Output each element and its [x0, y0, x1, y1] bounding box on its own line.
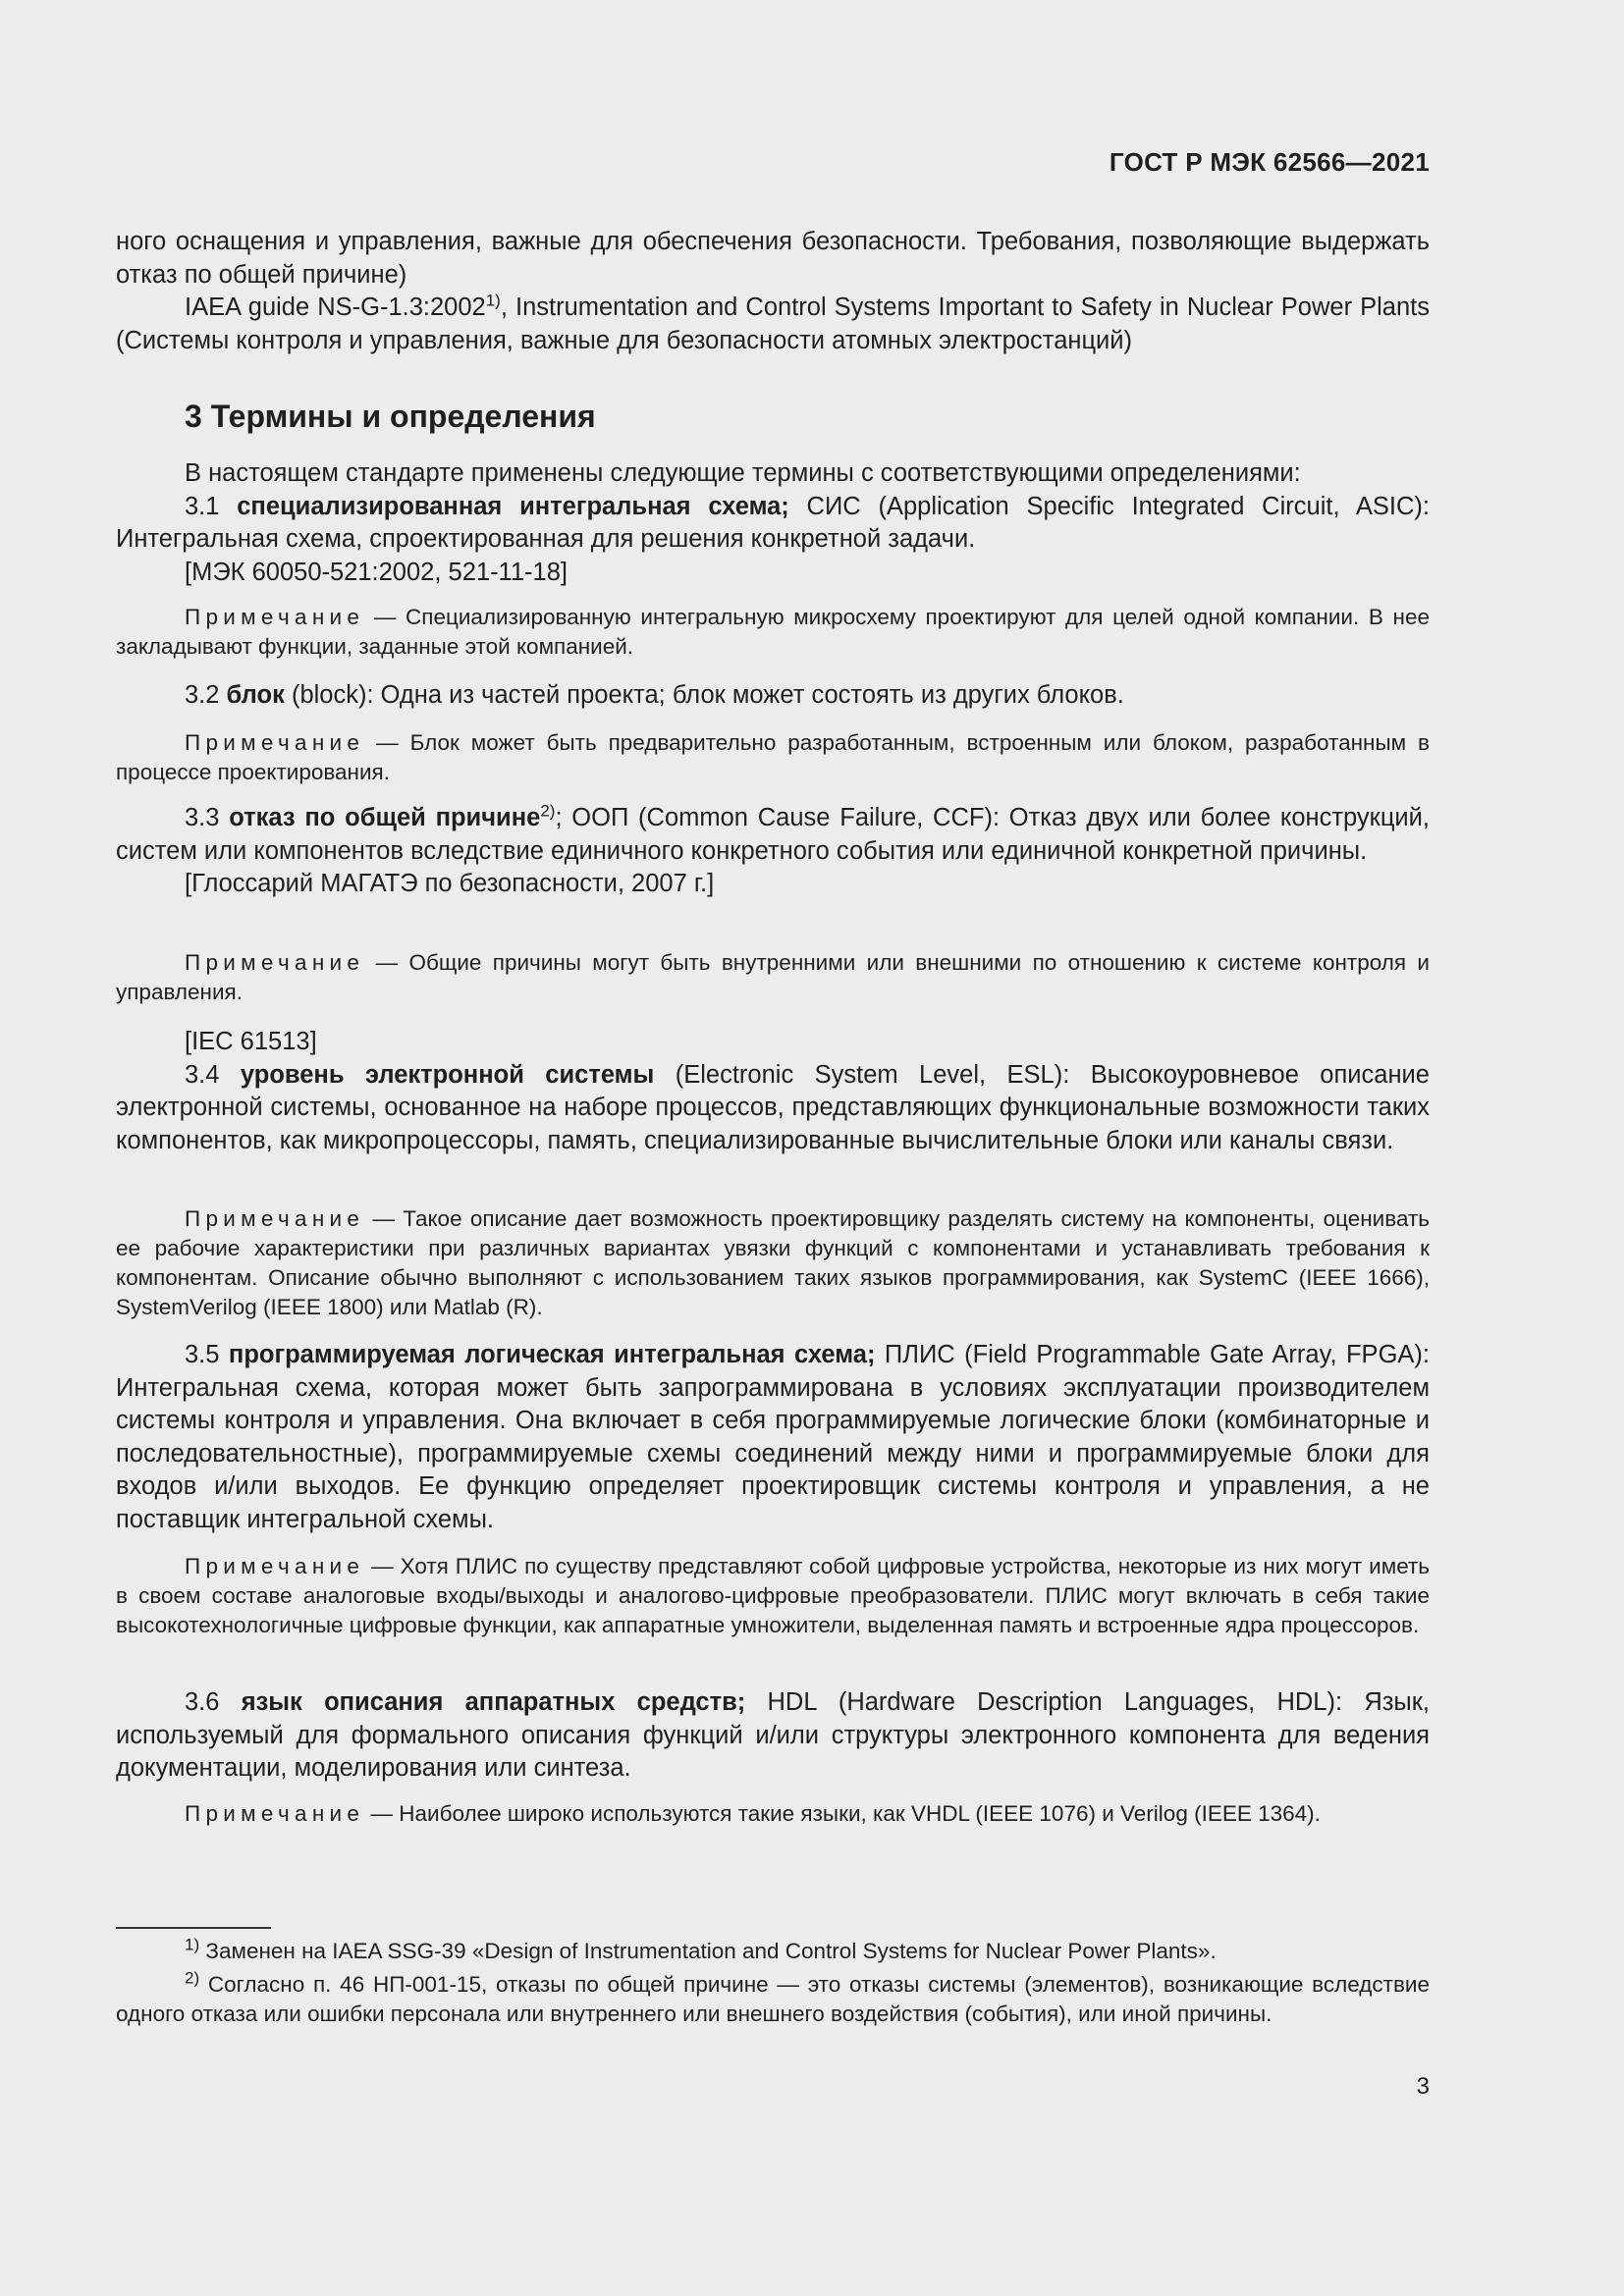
term-3-1: 3.1 специализированная интегральная схема; СИС (Application Specific Integrated Circuit, ASIC): Интегральная схема, спроектированная для решения конкретной задачи. — [116, 492, 1430, 553]
footnote-ref-2: 2) — [540, 801, 556, 821]
note-3-1: Примечание — Специализированную интегральную микросхему проектируют для целей одной компании. В нее закладывают функции, заданные этой компанией. — [116, 605, 1430, 659]
term-3-4-block — [116, 1026, 1430, 1157]
note-label: Примечание — [185, 950, 365, 975]
section-title: 3 Термины и определения — [185, 399, 596, 434]
note-label: Примечание — [185, 605, 365, 629]
intro-paragraph: ного оснащения и управления, важные для обеспечения безопасности. Требования, позволяющие выдержать отказ по общей причине) — [116, 228, 1430, 289]
section-lead: В настоящем стандарте применены следующие термины с соответствующими определениями: — [185, 459, 1301, 487]
note-label: Примечание — [185, 1206, 365, 1231]
footnote-ref-1: 1) — [485, 291, 501, 310]
term-3-1-reference: [МЭК 60050-521:2002, 521-11-18] — [185, 558, 568, 586]
term-name: блок — [226, 681, 285, 709]
term-name: программируемая логическая интегральная схема; — [228, 1341, 876, 1368]
note-3-2: Примечание — Блок может быть предварительно разработанным, встроенным или блоком, разработанным в процессе проектирования. — [116, 730, 1430, 784]
note-label: Примечание — [185, 730, 365, 755]
term-3-6-block — [116, 1686, 1430, 1786]
term-3-4: 3.4 уровень электронной системы (Electronic System Level, ESL): Высокоуровневое описание электронной системы, основанное на наборе процессов, представляющих функциональные возможности таких компонентов, как микропроцессоры, память, специализированные вычислительные блоки или каналы связи. — [116, 1060, 1430, 1154]
page-number: 3 — [1416, 2073, 1430, 2100]
footnotes-block — [116, 1937, 1430, 2029]
footnote-1: $^{1)}$ Заменен на IAEA SSG-39 «Design of Instrumentation and Control Systems for Nuclear Power Plants». — [185, 1935, 1217, 1963]
note-label: Примечание — [185, 1801, 365, 1826]
term-3-3-block — [116, 802, 1430, 901]
term-3-3-reference-2: [IEC 61513] — [185, 1028, 317, 1055]
intro-block — [116, 226, 1430, 357]
iaea-reference: IAEA guide NS-G-1.3:2002$^{1)}$, Instrumentation and Control Systems Important to Safety in Nuclear Power Plants (Системы контроля и управления, важные для безопасности атомных электростанций) — [116, 291, 1430, 354]
section-header-block — [116, 397, 1430, 436]
term-3-3-reference: [Глоссарий МАГАТЭ по безопасности, 2007 г.] — [185, 870, 715, 897]
footnote-divider — [116, 1927, 271, 1929]
term-name: язык описания аппаратных средств; — [241, 1688, 746, 1716]
term-3-1-block — [116, 457, 1430, 589]
term-name: специализированная интегральная схема; — [237, 492, 789, 520]
document-id-header: ГОСТ Р МЭК 62566—2021 — [1109, 147, 1430, 177]
footnote-2: $^{2)}$ Согласно п. 46 НП-001-15, отказы по общей причине — это отказы системы (элементов), возникающие вследствие одного отказа или ошибки персонала или внутреннего или внешнего воздействия (события), или иной причины. — [116, 1968, 1430, 2026]
term-3-2-block — [116, 679, 1430, 713]
term-3-5-block — [116, 1339, 1430, 1536]
term-3-6: 3.6 язык описания аппаратных средств; HDL (Hardware Description Languages, HDL): Язык, используемый для формального описания функций и/или структуры электронного компонента для ведения документации, моделирования или синтеза. — [116, 1688, 1430, 1782]
term-3-5: 3.5 программируемая логическая интегральная схема; ПЛИС (Field Programmable Gate Array, FPGA): Интегральная схема, которая может быть запрограммирована в условиях эксплуатации производителем системы контроля и управления. Она включает в себя программируемые логические блоки (комбинаторные и последовательностные), программируемые схемы соединений между ними и программируемые блоки для входов и/или выходов. Ее функцию определяет проектировщик системы контроля и управления, а не поставщик интегральной схемы. — [116, 1341, 1430, 1533]
note-3-3: Примечание — Общие причины могут быть внутренними или внешними по отношению к системе контроля и управления. — [116, 950, 1430, 1004]
note-3-4: Примечание — Такое описание дает возможность проектировщику разделять систему на компоненты, оценивать ее рабочие характеристики при различных вариантах увязки функций с компонентами и устанавливать требования к компонентам. Описание обычно выполняют с использованием таких языков программирования, как SystemC (IEEE 1666), SystemVerilog (IEEE 1800) или Matlab (R). — [116, 1206, 1430, 1319]
term-3-2: 3.2 блок (block): Одна из частей проекта; блок может состоять из других блоков. — [185, 681, 1124, 709]
term-name: отказ по общей причине — [229, 804, 541, 831]
note-3-5: Примечание — Хотя ПЛИС по существу представляют собой цифровые устройства, некоторые из них могут иметь в своем составе аналоговые входы/выходы и аналогово-цифровые преобразователи. ПЛИС могут включать в себя такие высокотехнологичные цифровые функции, как аппаратные умножители, выделенная память и встроенные ядра процессоров. — [116, 1554, 1430, 1637]
note-3-6: Примечание — Наиболее широко используются такие языки, как VHDL (IEEE 1076) и Verilog (IEEE 1364). — [185, 1801, 1321, 1826]
term-name: уровень электронной системы — [240, 1060, 655, 1089]
note-label: Примечание — [185, 1554, 365, 1578]
term-3-3: 3.3 отказ по общей причине$^{2)}$; ООП (Common Cause Failure, CCF): Отказ двух или более конструкций, систем или компонентов вследствие единичного конкретного события или единичной конкретной причины. — [116, 801, 1431, 865]
